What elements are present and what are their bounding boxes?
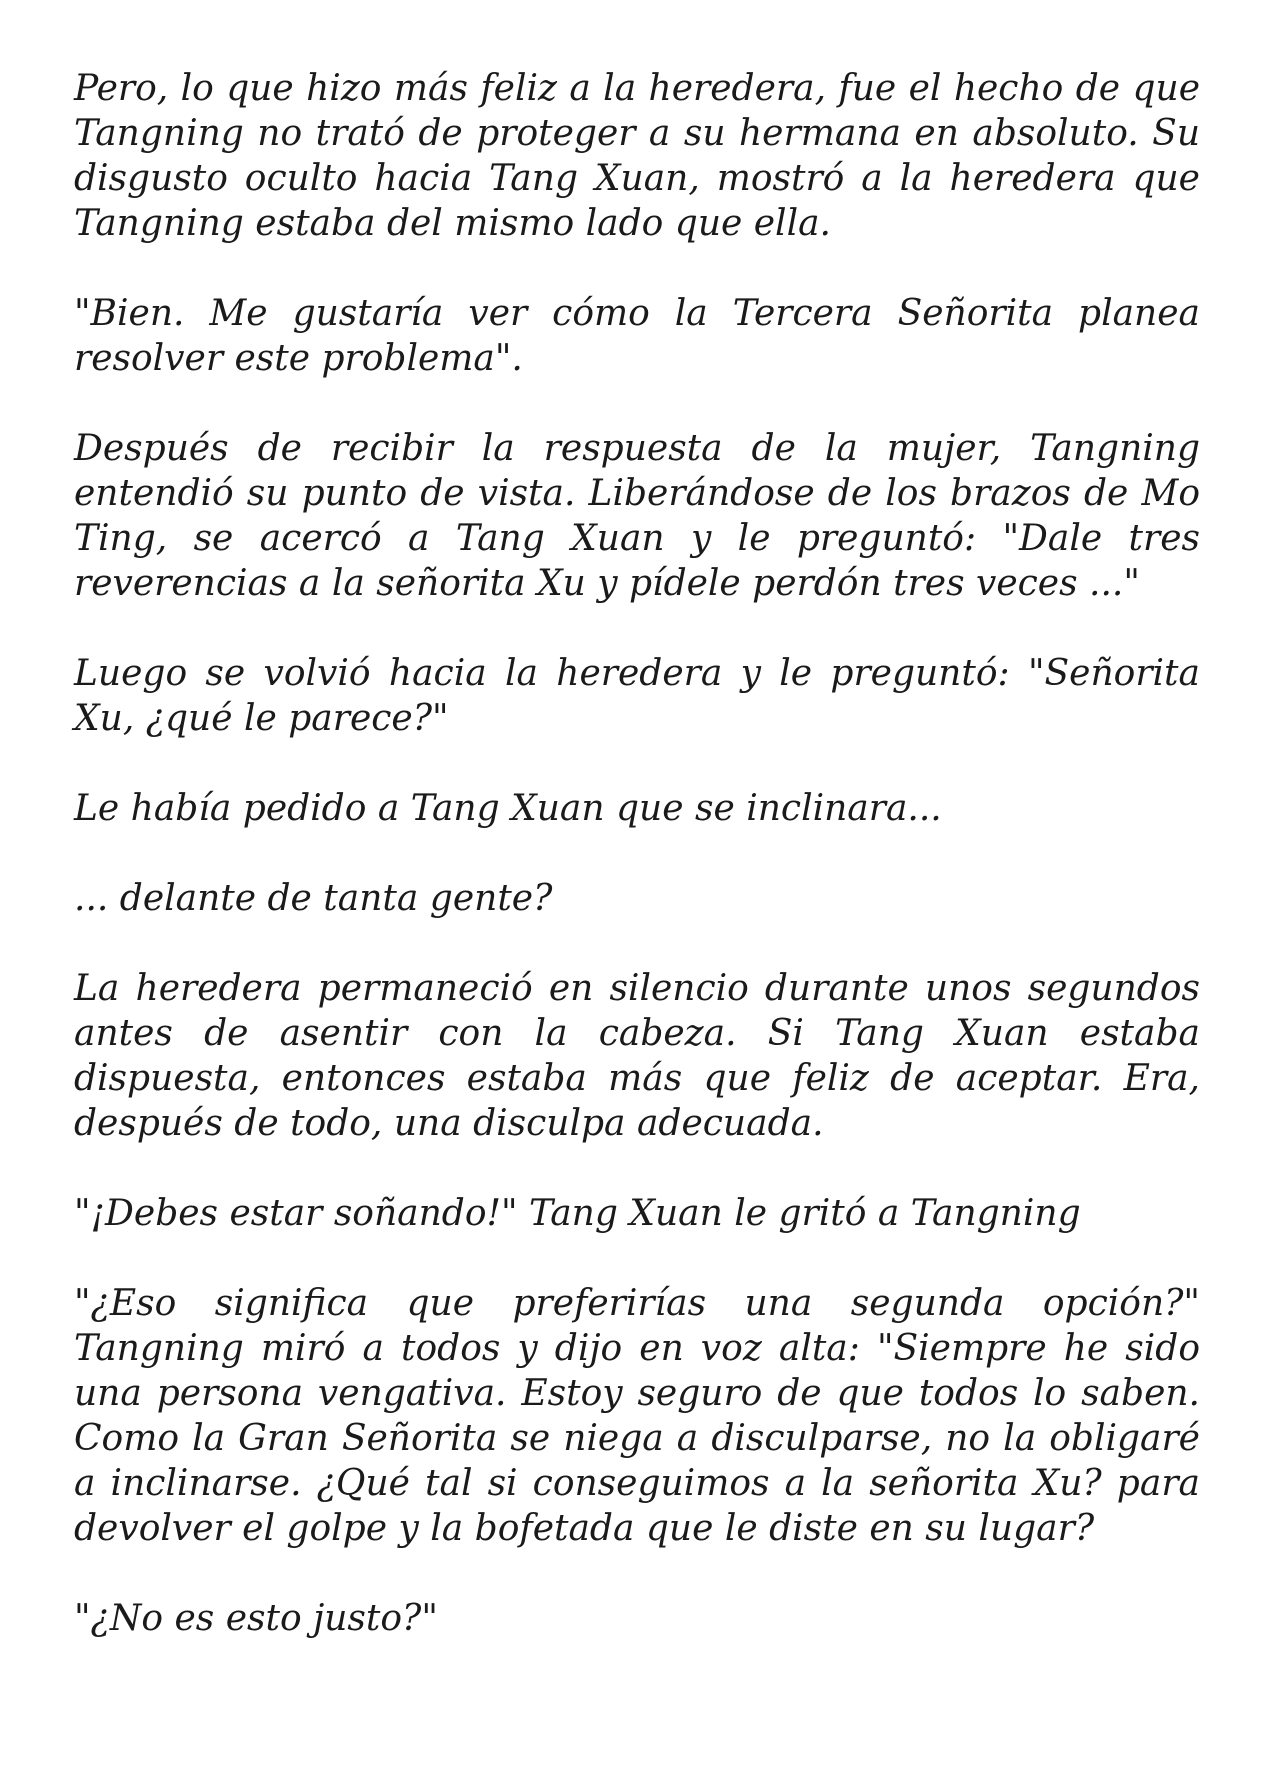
paragraph-9: "¿Eso significa que preferirías una segunda opción?" Tangning miró a todos y dijo en voz alta: "Siempre he sido una persona vengativa. Estoy seguro de que todos lo saben. Como la Gran Señorita se niega a disculparse, no la obligaré a inclinarse. ¿Qué tal si conseguimos a la señorita Xu? para devolver el golpe y la bofetada que le diste en su lugar?: [74, 1283, 1200, 1549]
paragraph-6: ... delante de tanta gente?: [74, 878, 553, 919]
paragraph-5: Le había pedido a Tang Xuan que se inclinara...: [74, 788, 942, 829]
paragraph-8: "¡Debes estar soñando!" Tang Xuan le gritó a Tangning: [74, 1193, 1081, 1234]
paragraph-2: "Bien. Me gustaría ver cómo la Tercera Señorita planea resolver este problema".: [74, 293, 1200, 379]
paragraph-7: La heredera permaneció en silencio durante unos segundos antes de asentir con la cabeza. Si Tang Xuan estaba dispuesta, entonces estaba más que feliz de aceptar. Era, después de todo, una disculpa adecuada.: [74, 968, 1200, 1144]
document-page: [74, 66, 1200, 1686]
paragraph-3: Después de recibir la respuesta de la mujer, Tangning entendió su punto de vista. Liberándose de los brazos de Mo Ting, se acercó a Tang Xuan y le preguntó: "Dale tres reverencias a la señorita Xu y pídele perdón tres veces ...": [74, 428, 1200, 604]
paragraph-10: "¿No es esto justo?": [74, 1598, 438, 1639]
paragraph-1: Pero, lo que hizo más feliz a la heredera, fue el hecho de que Tangning no trató de proteger a su hermana en absoluto. Su disgusto oculto hacia Tang Xuan, mostró a la heredera que Tangning estaba del mismo lado que ella.: [74, 68, 1200, 244]
paragraph-4: Luego se volvió hacia la heredera y le preguntó: "Señorita Xu, ¿qué le parece?": [74, 653, 1200, 739]
